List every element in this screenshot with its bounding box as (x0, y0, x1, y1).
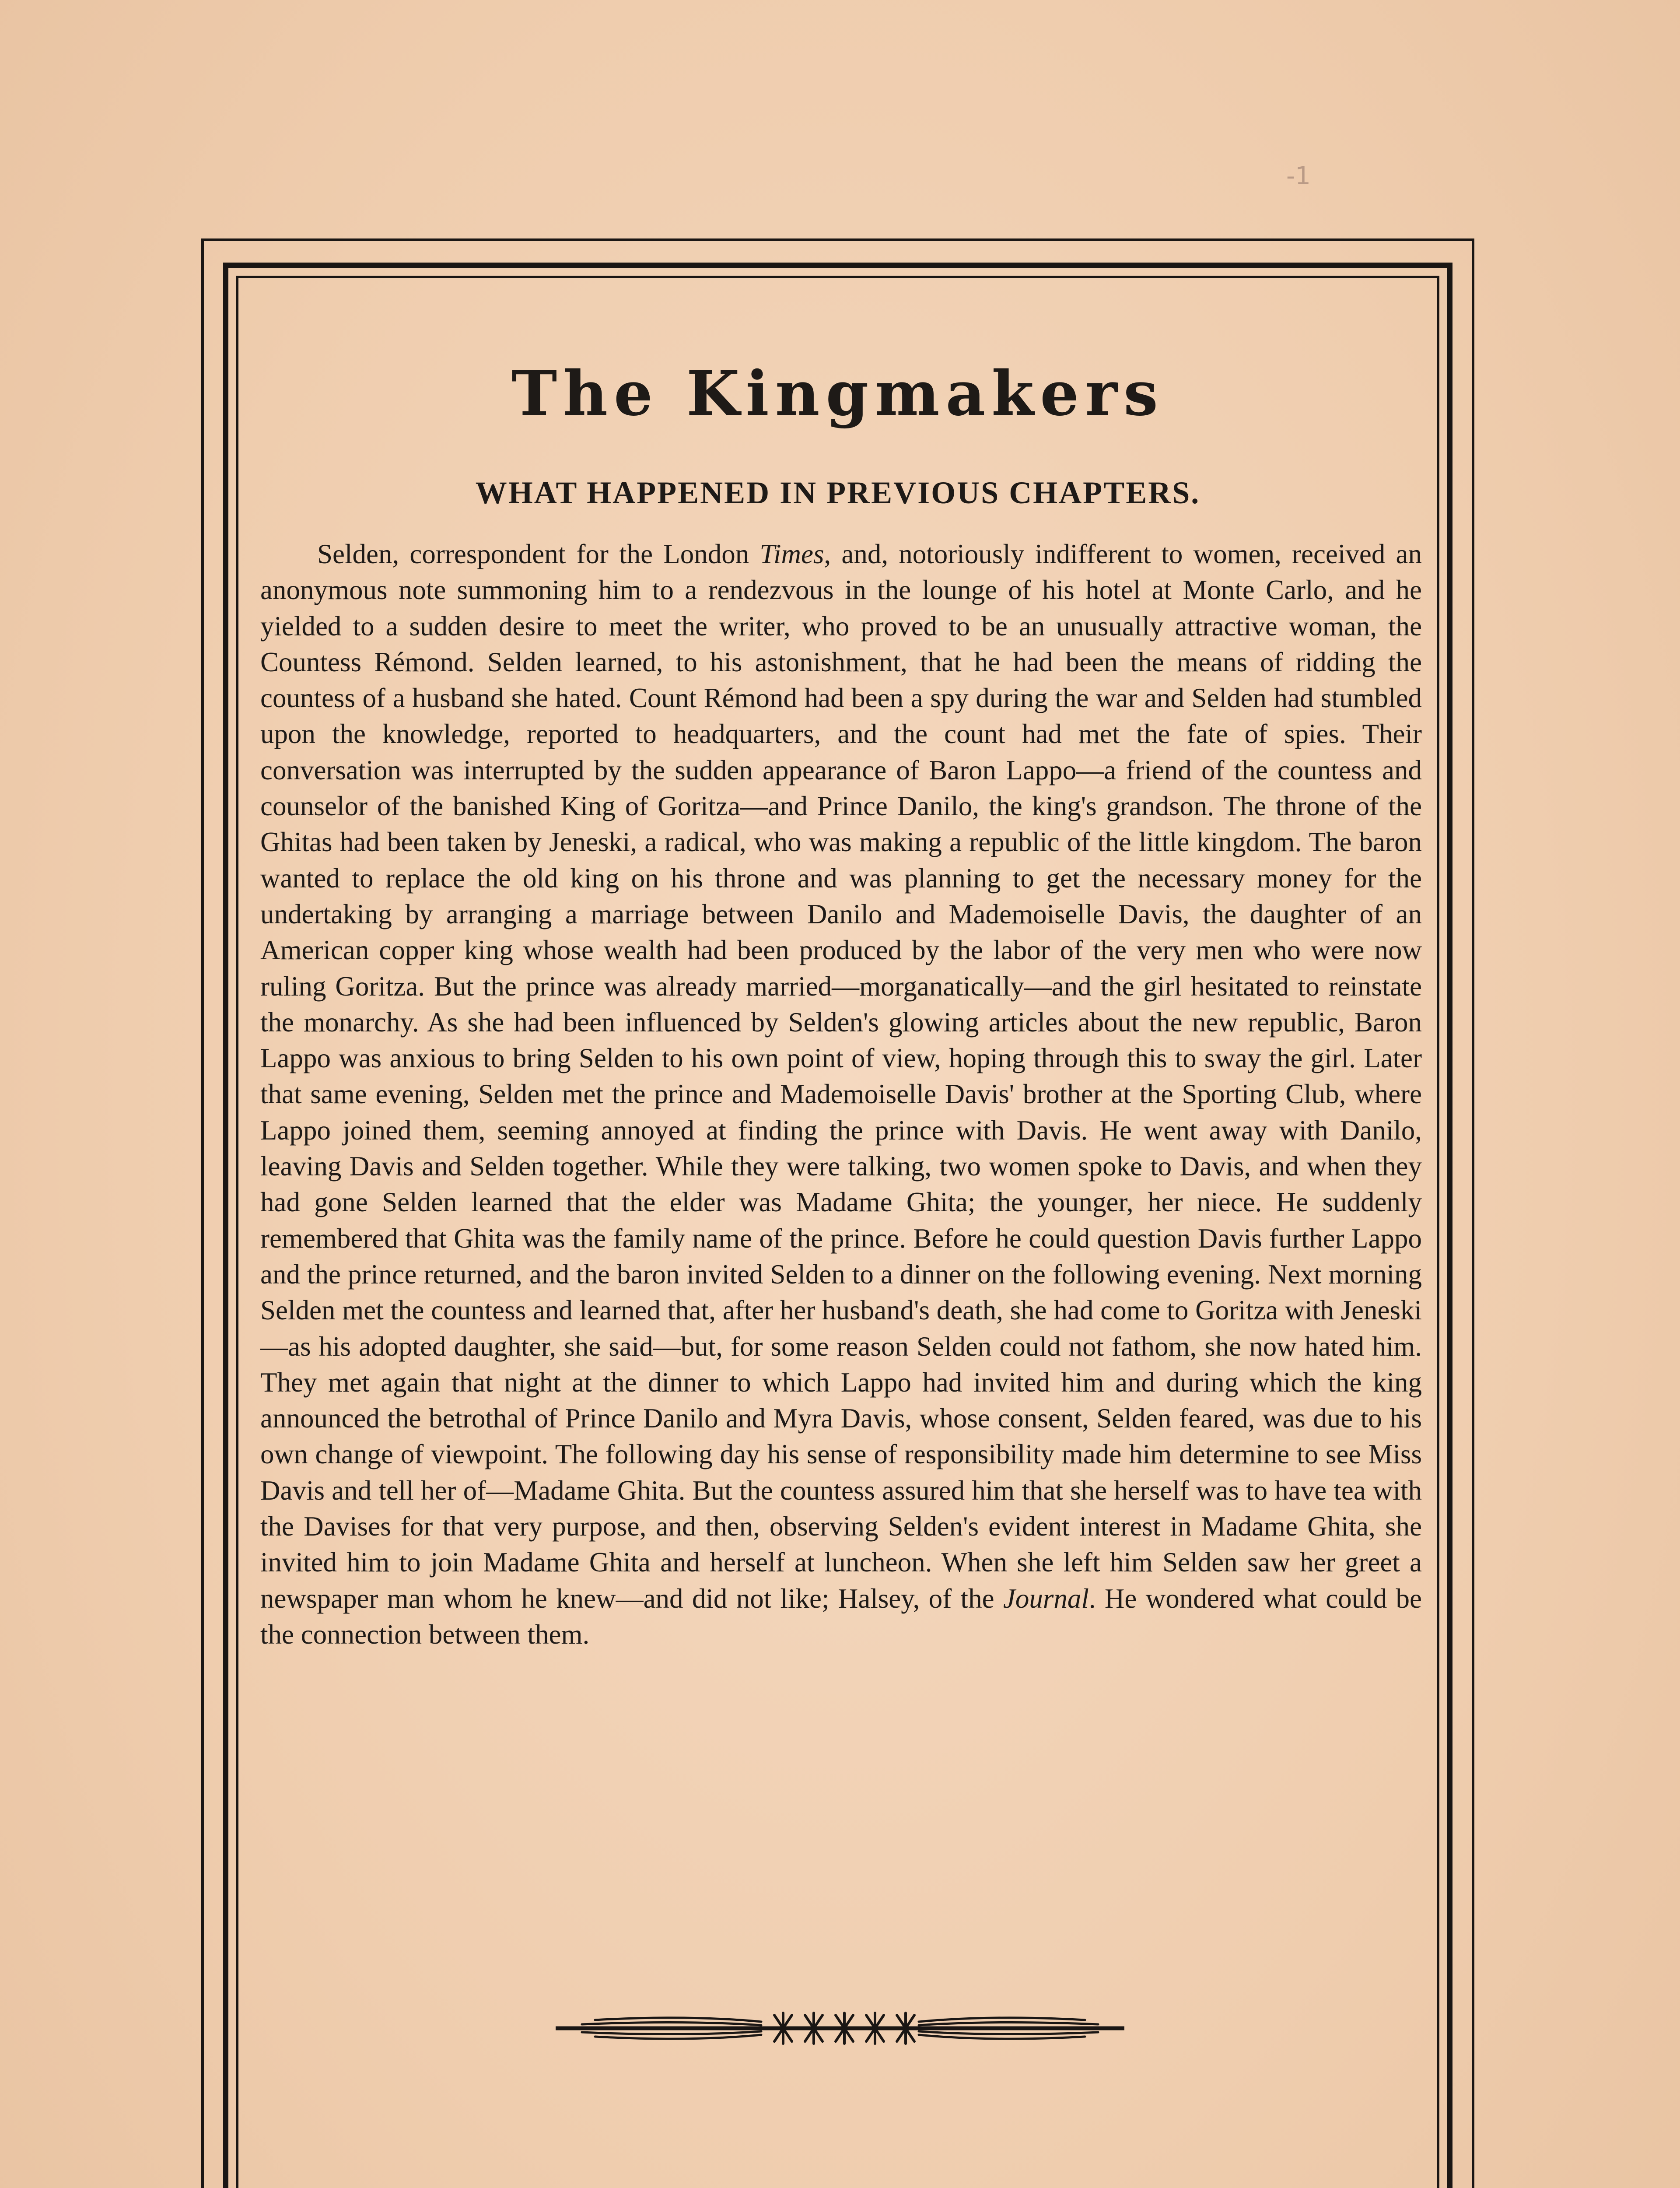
decorative-rule-ornament-icon (556, 2009, 1124, 2048)
article-subtitle: WHAT HAPPENED IN PREVIOUS CHAPTERS. (475, 475, 1200, 510)
synopsis-paragraph (260, 536, 1422, 1652)
article-title: The Kingmakers (511, 358, 1164, 430)
newspaper-name-times: Times (760, 539, 824, 569)
synopsis-text-part-1: Selden, correspondent for the London (317, 539, 760, 569)
synopsis-text-part-2: , and, notoriously indifferent to women, received an anonymous note summoning him to a rendezvous in the lounge of his hotel at Monte Carlo, and he yielded to a sudden desire to meet the writer, who proved to be an unusually attractive woman, the Countess Rémond. Selden learned, to his astonishment, that he had been the means of ridding the countess of a husband she hated. Count Rémond had been a spy during the war and Selden had stumbled upon the knowledge, reported to headquarters, and the count had met the fate of spies. Their conversation was interrupted by the sudden appearance of Baron Lappo—a friend of the countess and counselor of the banished King of Goritza—and Prince Danilo, the king's grandson. The throne of the Ghitas had been taken by Jeneski, a radical, who was making a republic of the little kingdom. The baron wanted to replace the old king on his throne and was planning to get the necessary money for the undertaking by arranging a marriage between Danilo and Mademoiselle Davis, the daughter of an American copper king whose wealth had been produced by the labor of the very men who were now ruling Goritza. But the prince was already married—morganatically—and the girl hesitated to reinstate the monarchy. As she had been influenced by Selden's glowing articles about the new republic, Baron Lappo was anxious to bring Selden to his own point of view, hoping through this to sway the girl. Later that same evening, Selden met the prince and Mademoiselle Davis' brother at the Sporting Club, where Lappo joined them, seeming annoyed at finding the prince with Davis. He went away with Danilo, leaving Davis and Selden together. While they were talking, two women spoke to Davis, and when they had gone Selden learned that the elder was Madame Ghita; the younger, her niece. He suddenly remembered that Ghita was the family name of the prince. Before he could question Davis further Lappo and the prince returned, and the baron invited Selden to a dinner on the following evening. Next morning Selden met the countess and learned that, after her husband's death, she had come to Goritza with Jeneski—as his adopted daughter, she said—but, for some reason Selden could not fathom, she now hated him. They met again that night at the dinner to which Lappo had invited him and during which the king announced the betrothal of Prince Danilo and Myra Davis, whose consent, Selden feared, was due to his own change of viewpoint. The following day his sense of responsibility made him determine to see Miss Davis and tell her of—Madame Ghita. But the countess assured him that she herself was to have tea with the Davises for that very purpose, and then, observing Selden's evident interest in Madame Ghita, she invited him to join Madame Ghita and herself at luncheon. When she left him Selden saw her greet a newspaper man whom he knew—and did not like; Halsey, of the (260, 539, 1422, 1614)
synopsis-text-part-3: . He wondered what could be the connection between them. (260, 1583, 1422, 1650)
page-corner-mark: -1 (1286, 162, 1311, 190)
newspaper-name-journal: Journal (1003, 1583, 1089, 1614)
